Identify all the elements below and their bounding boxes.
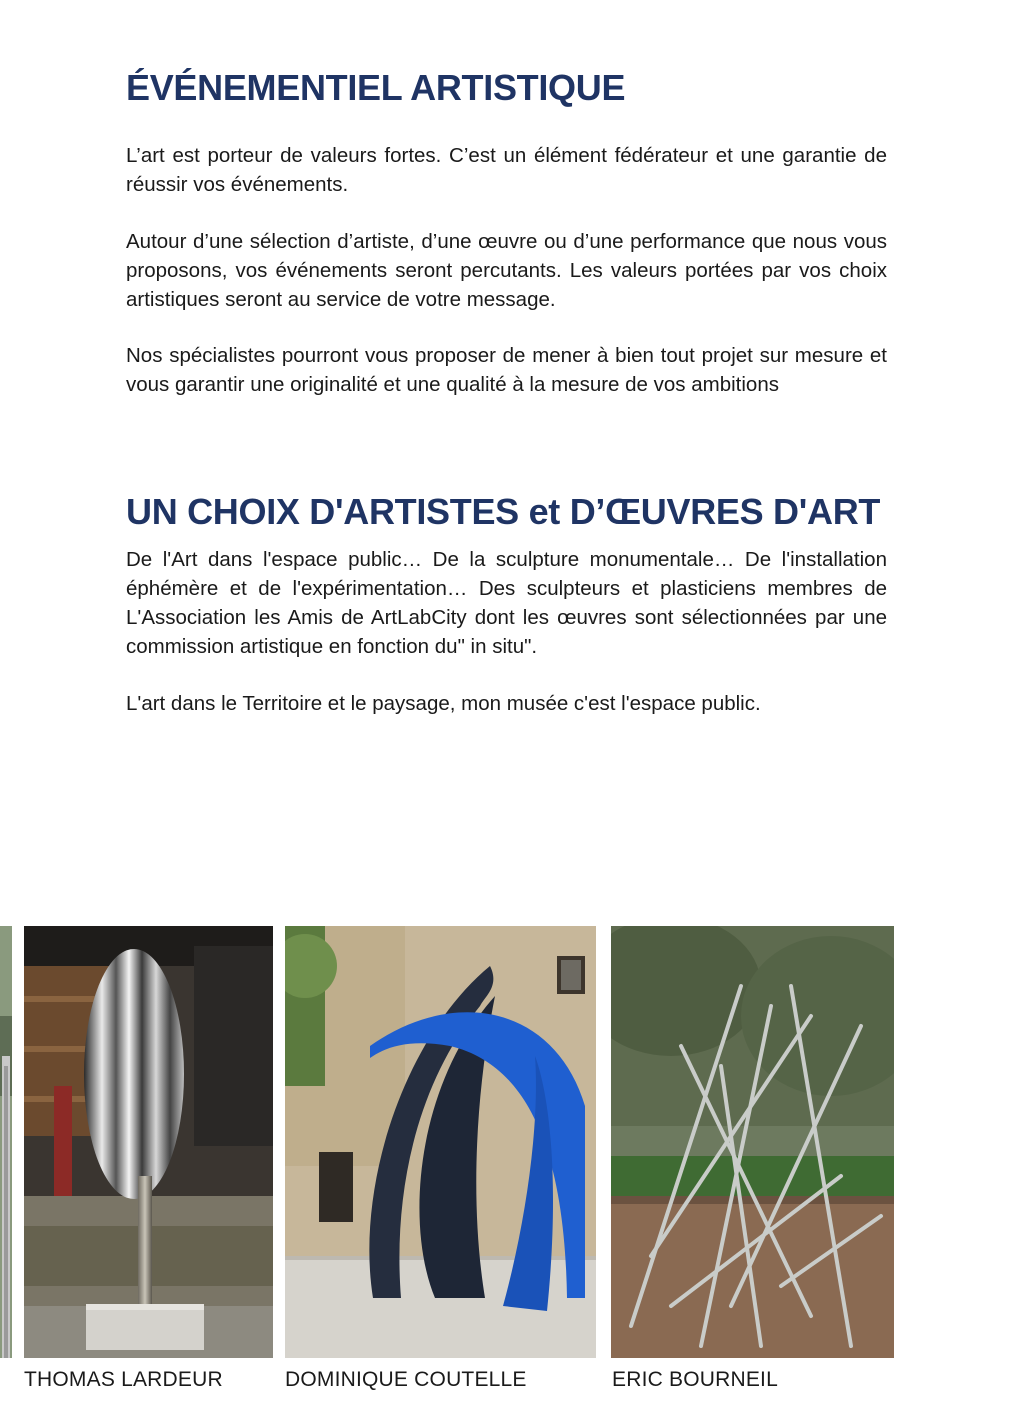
artist-caption-eric-bourneil: ERIC BOURNEIL (612, 1368, 778, 1391)
section-title-choix-artistes: UN CHOIX D'ARTISTES et D’ŒUVRES D'ART (126, 491, 881, 532)
paragraph-espace-public: De l'Art dans l'espace public… De la sculpture monumentale… De l'installation éphémère et de l'expérimentation… Des sculpteurs et plasticiens membres de L'Association les Amis de ArtLabCity dont les œuvres sont sélectionnées par une commission artistique en fonction du" in situ". (126, 548, 887, 658)
paragraph-selection: Autour d’une sélection d’artiste, d’une œuvre ou d’une performance que nous vous proposons, vos événements seront percutants. Les valeurs portées par vos choix artistiques seront au service de votre message. (126, 230, 887, 311)
artist-caption-thomas-lardeur: THOMAS LARDEUR (24, 1368, 223, 1391)
paragraph-specialists: Nos spécialistes pourront vous proposer de mener à bien tout projet sur mesure et vous garantir une originalité et une qualité à la mesure de vos ambitions (126, 344, 887, 396)
artwork-photo-eric-bourneil[interactable] (611, 926, 894, 1358)
paragraph-intro: L’art est porteur de valeurs fortes. C’est un élément fédérateur et une garantie de réussir vos événements. (126, 144, 887, 196)
partial-artwork-photo (0, 926, 12, 1358)
paragraph-territoire: L'art dans le Territoire et le paysage, mon musée c'est l'espace public. (126, 692, 761, 715)
artwork-photo-dominique-coutelle[interactable] (285, 926, 596, 1358)
section-title-evenementiel: ÉVÉNEMENTIEL ARTISTIQUE (126, 67, 626, 108)
artwork-photo-thomas-lardeur[interactable] (24, 926, 273, 1358)
artist-caption-dominique-coutelle: DOMINIQUE COUTELLE (285, 1368, 527, 1391)
